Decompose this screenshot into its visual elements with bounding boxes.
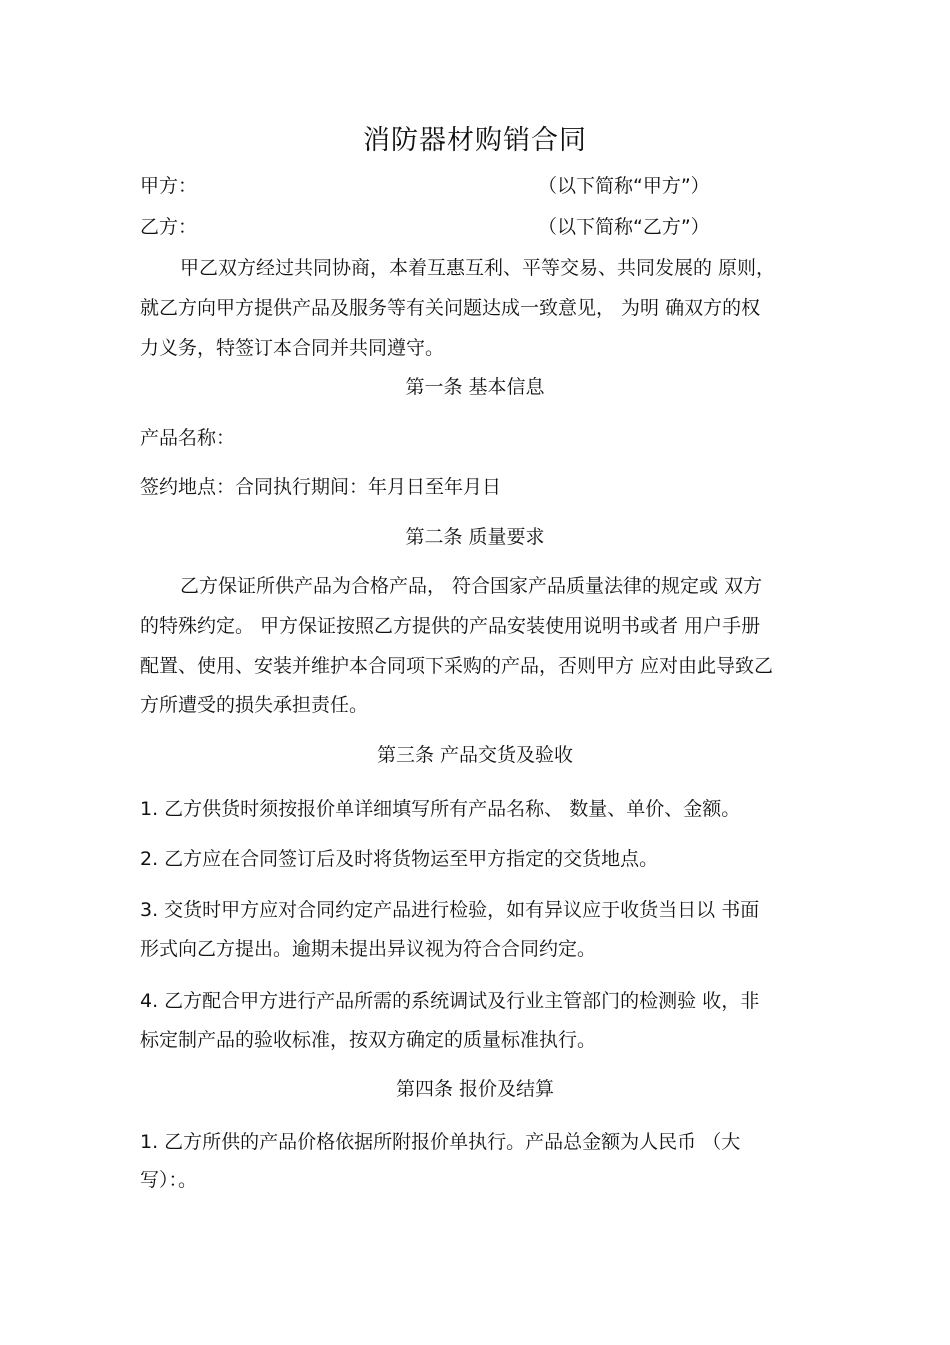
- article-3-item-2: 2. 乙方应在合同签订后及时将货物运至甲方指定的交货地点。: [140, 848, 659, 870]
- article-2-line-2: 的特殊约定。 甲方保证按照乙方提供的产品安装使用说明书或者 用户手册: [140, 615, 761, 637]
- article-2-line-3: 配置、使用、安装并维护本合同项下采购的产品，否则甲方 应对由此导致乙: [140, 655, 774, 677]
- article-4-heading: 第四条 报价及结算: [395, 1078, 555, 1100]
- article-3-item-4-line-1: 4. 乙方配合甲方进行产品所需的系统调试及行业主管部门的检测验 收，非: [140, 990, 760, 1012]
- document-title: 消防器材购销合同: [363, 125, 587, 156]
- intro-line-3: 力义务，特签订本合同并共同遵守。: [140, 337, 445, 359]
- article-4-item-1-line-1: 1. 乙方所供的产品价格依据所附报价单执行。产品总金额为人民币 （大: [140, 1131, 741, 1153]
- article-1-heading: 第一条 基本信息: [405, 376, 545, 398]
- intro-line-2: 就乙方向甲方提供产品及服务等有关问题达成一致意见， 为明 确双方的权: [140, 297, 761, 319]
- article-3-item-3-line-2: 形式向乙方提出。逾期未提出异议视为符合合同约定。: [140, 938, 597, 960]
- article-3-item-1: 1. 乙方供货时须按报价单详细填写所有产品名称、 数量、单价、金额。: [140, 798, 741, 820]
- article-2-line-1: 乙方保证所供产品为合格产品， 符合国家产品质量法律的规定或 双方: [180, 575, 763, 597]
- article-2-heading: 第二条 质量要求: [405, 526, 545, 548]
- party-a-label: 甲方：: [140, 175, 198, 197]
- article-3-item-3-line-1: 3. 交货时甲方应对合同约定产品进行检验，如有异议应于收货当日以 书面: [140, 899, 760, 921]
- article-3-heading: 第三条 产品交货及验收: [376, 744, 574, 766]
- party-b-line: [140, 215, 810, 239]
- intro-line-1: 甲乙双方经过共同协商，本着互惠互利、平等交易、共同发展的 原则，: [180, 257, 776, 279]
- article-4-item-1-line-2: 写）：。: [140, 1169, 198, 1191]
- product-name-field: 产品名称：: [140, 427, 236, 449]
- article-3-item-4-line-2: 标定制产品的验收标准，按双方确定的质量标准执行。: [140, 1029, 597, 1051]
- party-a-alias: （以下简称“甲方”）: [538, 175, 710, 197]
- place-period-field: 签约地点：合同执行期间：年月日至年月日: [140, 476, 502, 498]
- party-a-line: [140, 174, 810, 198]
- party-b-label: 乙方：: [140, 216, 198, 238]
- article-2-line-4: 方所遭受的损失承担责任。: [140, 694, 369, 716]
- party-b-alias: （以下简称“乙方”）: [538, 216, 710, 238]
